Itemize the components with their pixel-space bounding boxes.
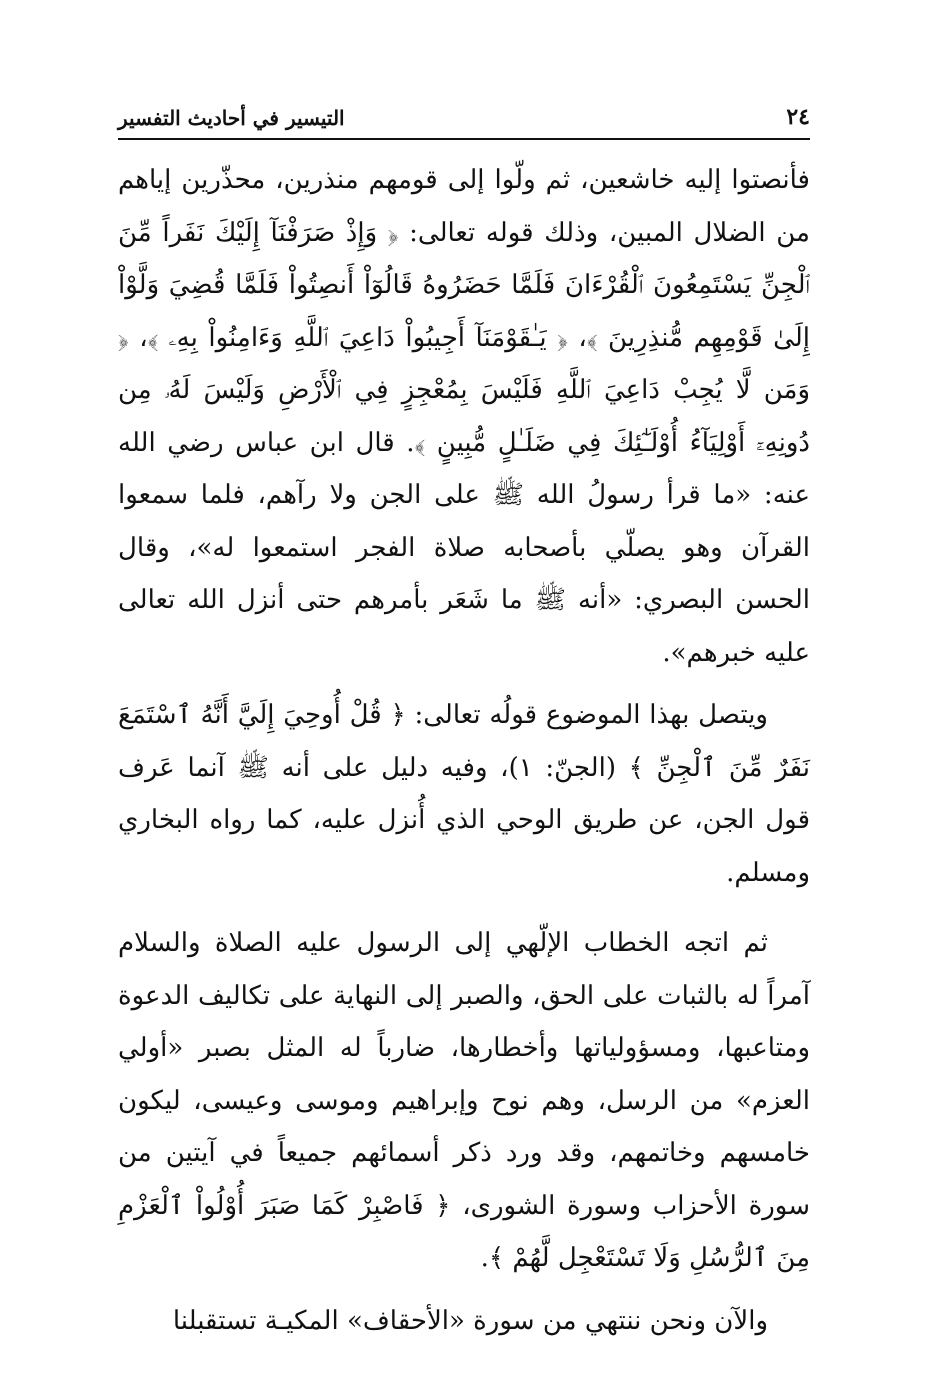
- book-page: [118, 100, 810, 1347]
- running-title: التيسير في أحاديث التفسير: [118, 106, 345, 130]
- paragraph-4: والآن ونحن ننتهي من سورة «الأحقاف» المكيـة تستقبلنا: [172, 1305, 768, 1336]
- page-header: [118, 100, 810, 140]
- paragraph-2: ويتصل بهذا الموضوع قولُه تعالى: ﴿ قُلْ أُوحِيَ إِلَيَّ أَنَّهُ ٱسْتَمَعَ نَفَرٌ مِّنَ ٱلْجِنِّ ﴾ (الجنّ: ١)، وفيه دليل على أنه ﷺ آنما عَرف قول الجن، عن طريق الوحي الذي أُنزل عليه، كما رواه البخاري ومسلم.: [118, 700, 810, 888]
- paragraph-3: ثم اتجه الخطاب الإلّهي إلى الرسول عليه الصلاة والسلام آمراً له بالثبات على الحق، والصبر إلى النهاية على تكاليف الدعوة ومتاعبها، ومسؤولياتها وأخطارها، ضارباً له المثل بصبر «أولي العزم» من الرسل، وهم نوح وإبراهيم وموسى وعيسى، ليكون خامسهم وخاتمهم، وقد ورد ذكر أسمائهم جميعاً في آيتين من سورة الأحزاب وسورة الشورى، ﴿ فَاصْبِرْ كَمَا صَبَرَ أُوْلُواْ ٱلْعَزْمِ مِنَ ٱلرُّسُلِ وَلَا تَسْتَعْجِل لَّهُمْ ﴾.: [118, 928, 810, 1273]
- paragraph-1: فأنصتوا إليه خاشعين، ثم ولّوا إلى قومهم منذرين، محذّرين إياهم من الضلال المبين، وذلك قوله تعالى: ﴿ وَإِذْ صَرَفْنَآ إِلَيْكَ نَفَراً مِّنَ ٱلْجِنِّ يَسْتَمِعُونَ ٱلْقُرْءَانَ فَلَمَّا حَضَرُوهُ قَالُوٓاْ أَنصِتُواْ فَلَمَّا قُضِيَ وَلَّوْاْ إِلَىٰ قَوْمِهِم مُّنذِرِينَ ﴾، ﴿ يَـٰقَوْمَنَآ أَجِيبُواْ دَاعِيَ ٱللَّهِ وَءَامِنُواْ بِهِۦ ﴾، ﴿ وَمَن لَّا يُجِبْ دَاعِيَ ٱللَّهِ فَلَيْسَ بِمُعْجِزٍ فِي ٱلْأَرْضِ وَلَيْسَ لَهُۥ مِن دُونِهِۦٓ أَوْلِيَآءُ أُوْلَـٰٓئِكَ فِي ضَلَـٰلٍ مُّبِينٍ ﴾. قال ابن عباس رضي الله عنه: «ما قرأ رسولُ الله ﷺ على الجن ولا رآهم، فلما سمعوا القرآن وهو يصلّي بأصحابه صلاة الفجر استمعوا له»، وقال الحسن البصري: «أنه ﷺ ما شَعَر بأمرهم حتى أنزل الله تعالى عليه خبرهم».: [118, 165, 810, 668]
- page-body: [118, 154, 810, 1347]
- page-number: ٢٤: [786, 104, 810, 130]
